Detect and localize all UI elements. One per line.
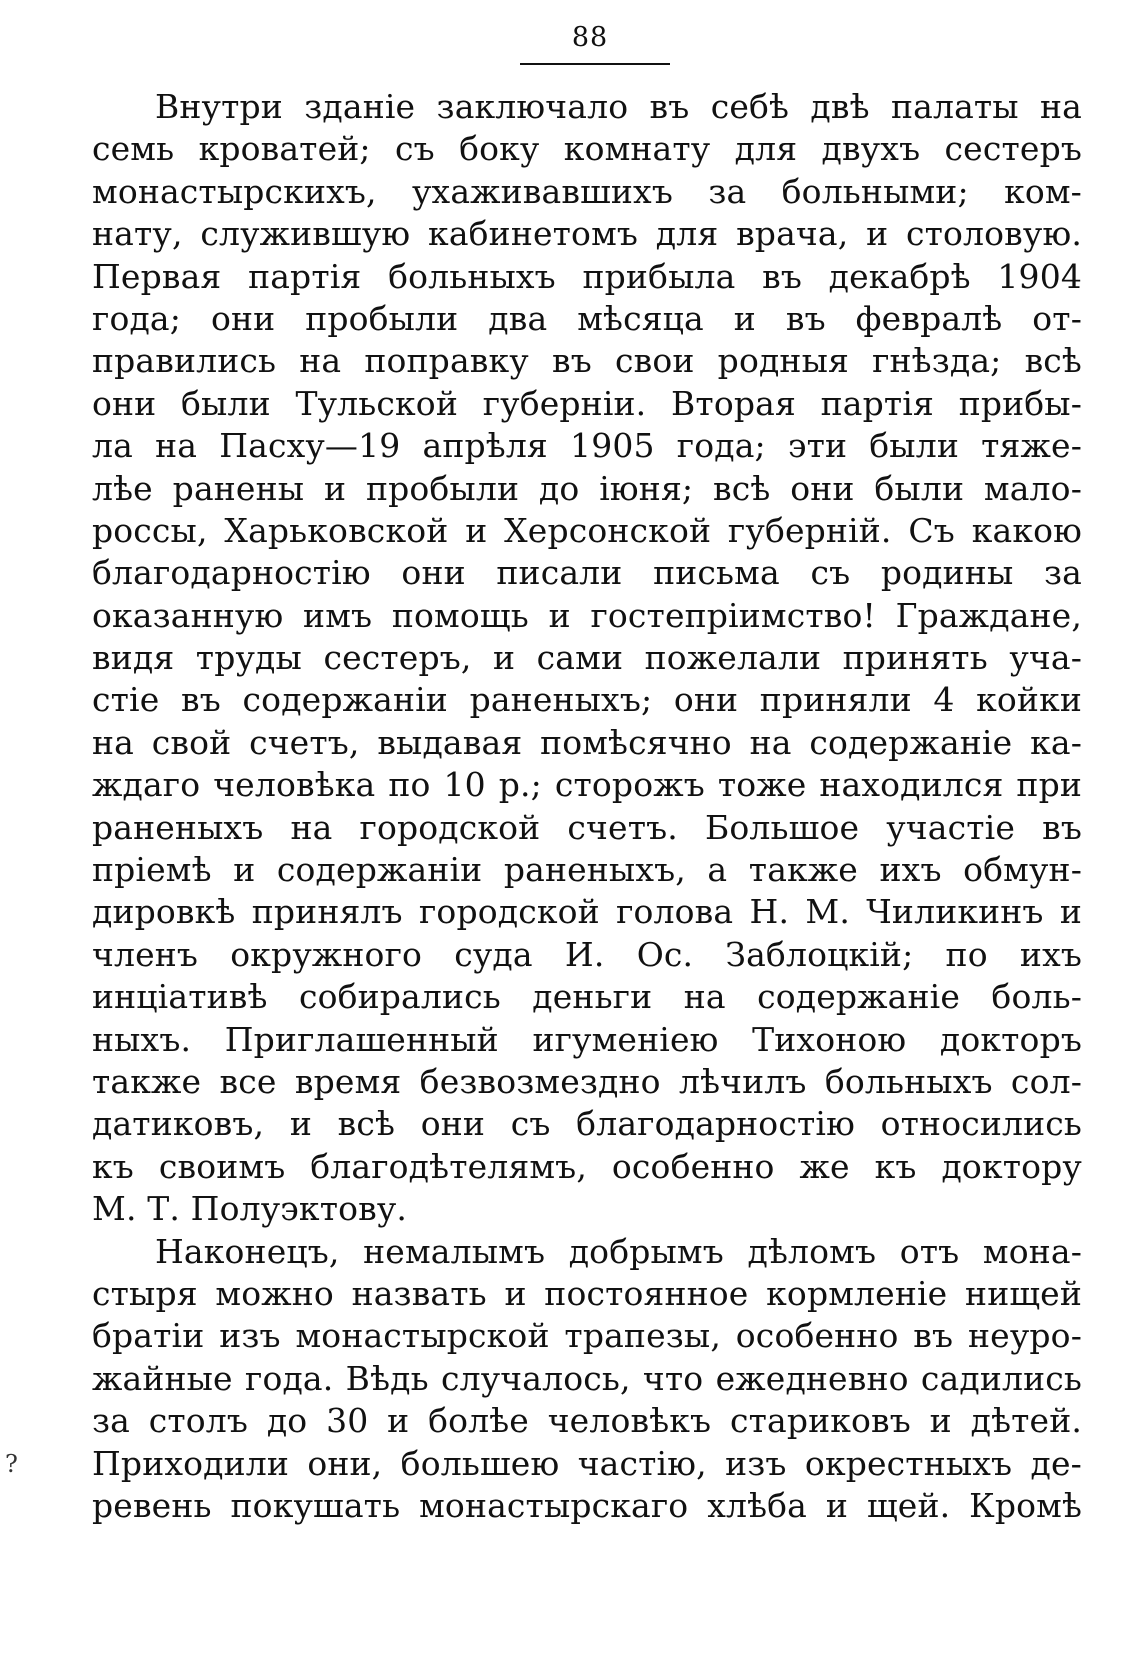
text-line: Наконецъ, немалымъ добрымъ дѣломъ отъ мона- <box>155 1231 1082 1271</box>
text-line: ревень покушать монастырскаго хлѣба и щей. Кромѣ <box>92 1485 1082 1525</box>
text-line: стыря можно назвать и постоянное кормленіе нищей <box>92 1273 1082 1313</box>
text-line: членъ окружного суда И. Ос. Заблоцкій; по ихъ <box>92 934 1082 974</box>
text-line: пріемѣ и содержаніи раненыхъ, а также ихъ обмун- <box>92 850 1082 890</box>
text-line: года; они пробыли два мѣсяца и въ февралѣ от- <box>92 298 1082 338</box>
body-text <box>92 86 1082 1527</box>
text-line: братіи изъ монастырской трапезы, особенно въ неуро- <box>92 1316 1082 1356</box>
margin-mark: ? <box>5 1450 18 1478</box>
text-line: правились на поправку въ свои родныя гнѣзда; всѣ <box>92 341 1082 381</box>
text-line: оказанную имъ помощь и гостепріимство! Граждане, <box>92 595 1082 635</box>
text-line: датиковъ, и всѣ они съ благодарностію относились <box>92 1104 1082 1144</box>
text-line: россы, Харьковской и Херсонской губерній. Съ какою <box>92 510 1082 550</box>
text-line: М. Т. Полуэктову. <box>92 1189 408 1229</box>
text-line: стіе въ содержаніи раненыхъ; они приняли 4 койки <box>92 680 1082 720</box>
text-line: жайные года. Вѣдь случалось, что ежедневно садились <box>92 1358 1082 1398</box>
text-line: къ своимъ благодѣтелямъ, особенно же къ доктору <box>92 1146 1082 1186</box>
text-line: ныхъ. Приглашенный игуменіею Тихоною докторъ <box>92 1019 1082 1059</box>
text-line: также все время безвозмездно лѣчилъ больныхъ сол- <box>92 1061 1082 1101</box>
text-line: семь кроватей; съ боку комнату для двухъ сестеръ <box>92 129 1082 169</box>
text-line: нату, служившую кабинетомъ для врача, и столовую. <box>92 214 1082 254</box>
text-line: инціативѣ собирались деньги на содержаніе боль- <box>92 977 1082 1017</box>
paragraph-2 <box>92 1231 1082 1528</box>
text-line: ждаго человѣка по 10 р.; сторожъ тоже находился при <box>92 765 1082 805</box>
text-line: лѣе ранены и пробыли до іюня; всѣ они были мало- <box>92 468 1082 508</box>
text-line: Приходили они, большею частію, изъ окрестныхъ де- <box>92 1443 1082 1483</box>
text-line: они были Тульской губерніи. Вторая партія прибы- <box>92 383 1082 423</box>
text-line: на свой счетъ, выдавая помѣсячно на содержаніе ка- <box>92 722 1082 762</box>
text-line: монастырскихъ, ухаживавшихъ за больными; ком- <box>92 171 1082 211</box>
text-line: дировкѣ принялъ городской голова Н. М. Чиликинъ и <box>92 892 1082 932</box>
text-line: благодарностію они писали письма съ родины за <box>92 553 1082 593</box>
text-line: раненыхъ на городской счетъ. Большое участіе въ <box>92 807 1082 847</box>
paragraph-1 <box>92 86 1082 1231</box>
text-line: за столъ до 30 и болѣе человѣкъ стариковъ и дѣтей. <box>92 1401 1082 1441</box>
text-line: видя труды сестеръ, и сами пожелали принять уча- <box>92 638 1082 678</box>
page-number: 88 <box>571 22 609 53</box>
text-line: ла на Пасху—19 апрѣля 1905 года; эти были тяже- <box>92 426 1082 466</box>
text-line: Внутри зданіе заключало въ себѣ двѣ палаты на <box>155 87 1082 126</box>
page-number-rule <box>520 63 670 65</box>
text-line: Первая партія больныхъ прибыла въ декабрѣ 1904 <box>92 256 1082 296</box>
